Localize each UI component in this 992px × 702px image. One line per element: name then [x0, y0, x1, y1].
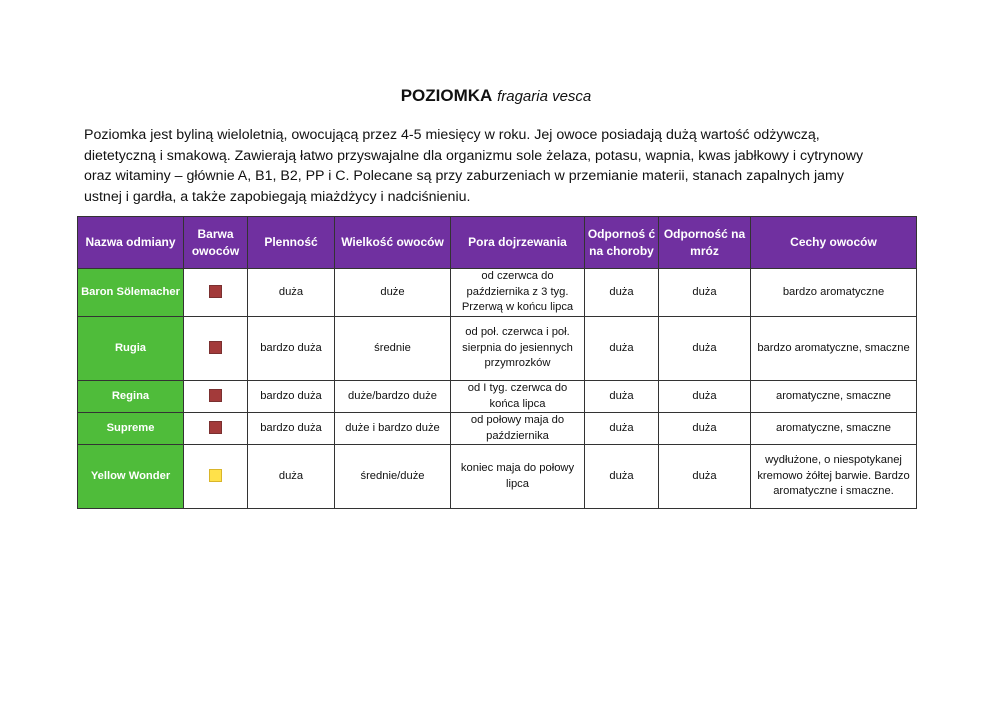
ripening-cell: od poł. czerwca i poł. sierpnia do jesiennych przymrozków	[451, 317, 585, 381]
table-row	[78, 269, 917, 317]
disease-resistance-cell: duża	[585, 445, 659, 509]
ripening-cell: koniec maja do połowy lipca	[451, 445, 585, 509]
header-frost-resistance: Odporność na mróz	[659, 217, 751, 269]
table-row	[78, 445, 917, 509]
table-row	[78, 413, 917, 445]
size-cell: średnie/duże	[335, 445, 451, 509]
table-row	[78, 381, 917, 413]
header-ripening: Pora dojrzewania	[451, 217, 585, 269]
features-cell: bardzo aromatyczne	[751, 269, 917, 317]
header-fruit-features: Cechy owoców	[751, 217, 917, 269]
yield-cell: bardzo duża	[248, 413, 335, 445]
features-cell: aromatyczne, smaczne	[751, 413, 917, 445]
variety-name: Yellow Wonder	[78, 445, 184, 509]
varieties-table	[77, 216, 917, 509]
features-cell: aromatyczne, smaczne	[751, 381, 917, 413]
fruit-color-swatch	[209, 421, 222, 434]
fruit-color-swatch	[209, 389, 222, 402]
frost-resistance-cell: duża	[659, 413, 751, 445]
features-cell: wydłużone, o niespotykanej kremowo żółtej barwie. Bardzo aromatyczne i smaczne.	[751, 445, 917, 509]
fruit-color-swatch	[209, 341, 222, 354]
variety-name: Baron Sölemacher	[78, 269, 184, 317]
header-yield: Plenność	[248, 217, 335, 269]
header-fruit-color: Barwa owoców	[184, 217, 248, 269]
variety-name: Supreme	[78, 413, 184, 445]
size-cell: duże/bardzo duże	[335, 381, 451, 413]
disease-resistance-cell: duża	[585, 413, 659, 445]
fruit-color-cell	[184, 269, 248, 317]
size-cell: duże i bardzo duże	[335, 413, 451, 445]
fruit-color-swatch	[209, 285, 222, 298]
fruit-color-cell	[184, 381, 248, 413]
ripening-cell: od połowy maja do października	[451, 413, 585, 445]
fruit-color-cell	[184, 445, 248, 509]
page-title	[0, 86, 992, 106]
yield-cell: duża	[248, 445, 335, 509]
size-cell: średnie	[335, 317, 451, 381]
title-latin-name: fragaria vesca	[497, 88, 592, 105]
fruit-color-cell	[184, 413, 248, 445]
features-cell: bardzo aromatyczne, smaczne	[751, 317, 917, 381]
ripening-cell: od I tyg. czerwca do końca lipca	[451, 381, 585, 413]
variety-name: Rugia	[78, 317, 184, 381]
intro-paragraph: Poziomka jest byliną wieloletnią, owocującą przez 4-5 miesięcy w roku. Jej owoce posiadają dużą wartość odżywczą, dietetyczną i smakową. Zawierają łatwo przyswajalne dla organizmu sole żelaza, potasu, wapnia, kwas jabłkowy i cytrynowy oraz witaminy – głównie A, B1, B2, PP i C. Polecane są przy zaburzeniach w przemianie materii, stanach zapalnych jamy ustnej i gardła, a także zapobiegają miażdżycy i nadciśnieniu.	[84, 127, 864, 205]
header-variety-name: Nazwa odmiany	[78, 217, 184, 269]
frost-resistance-cell: duża	[659, 269, 751, 317]
header-fruit-size: Wielkość owoców	[335, 217, 451, 269]
table-header-row	[78, 217, 917, 269]
fruit-color-swatch	[209, 469, 222, 482]
variety-name: Regina	[78, 381, 184, 413]
title-main: POZIOMKA	[400, 86, 493, 105]
yield-cell: bardzo duża	[248, 317, 335, 381]
disease-resistance-cell: duża	[585, 381, 659, 413]
table-row	[78, 317, 917, 381]
header-disease-resistance: Odpornoś ć na choroby	[585, 217, 659, 269]
frost-resistance-cell: duża	[659, 381, 751, 413]
ripening-cell: od czerwca do października z 3 tyg. Przerwą w końcu lipca	[451, 269, 585, 317]
disease-resistance-cell: duża	[585, 269, 659, 317]
yield-cell: duża	[248, 269, 335, 317]
frost-resistance-cell: duża	[659, 317, 751, 381]
yield-cell: bardzo duża	[248, 381, 335, 413]
fruit-color-cell	[184, 317, 248, 381]
disease-resistance-cell: duża	[585, 317, 659, 381]
size-cell: duże	[335, 269, 451, 317]
frost-resistance-cell: duża	[659, 445, 751, 509]
